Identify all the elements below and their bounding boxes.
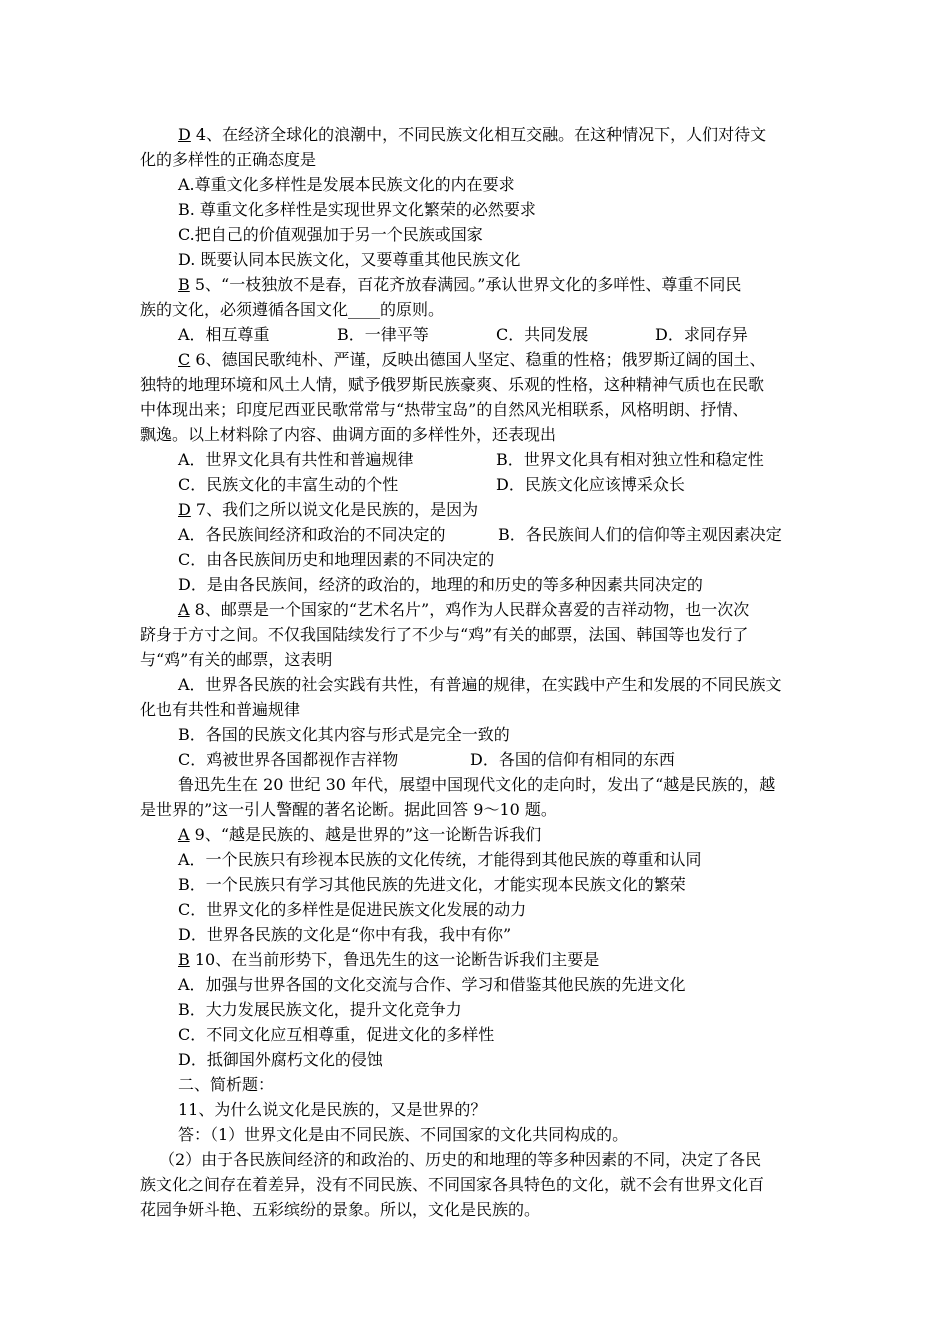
q8-option-b: B．各国的民族文化其内容与形式是完全一致的: [178, 725, 510, 744]
q7-answer: D: [178, 500, 191, 519]
q6-stem-text: 6、德国民歌纯朴、严谨，反映出德国人坚定、稳重的性格；俄罗斯辽阔的国土、: [190, 350, 766, 369]
q11-answer-2-line3: 花园争妍斗艳、五彩缤纷的景象。所以，文化是民族的。: [140, 1200, 541, 1219]
q6-option-c: C．民族文化的丰富生动的个性: [178, 475, 399, 494]
q7-option-a: A．各民族间经济和政治的不同决定的: [178, 525, 446, 544]
q4-option-c: C.把自己的价值观强加于另一个民族或国家: [178, 225, 483, 244]
q11-question: 11、为什么说文化是民族的，又是世界的？: [178, 1100, 487, 1119]
q7-stem-line: [140, 497, 814, 522]
q10-option-b: B．大力发展民族文化，提升文化竞争力: [178, 1000, 462, 1019]
q6-stem-line3: 中体现出来；印度尼西亚民歌常常与“热带宝岛”的自然风光相联系，风格明朗、抒情、: [140, 400, 749, 419]
q6-option-a: A．世界文化具有共性和普遍规律: [178, 450, 414, 469]
q8-stem-line2: 跻身于方寸之间。不仅我国陆续发行了不少与“鸡”有关的邮票，法国、韩国等也发行了: [140, 625, 749, 644]
q9-option-c: C．世界文化的多样性是促进民族文化发展的动力: [178, 900, 527, 919]
q4-option-b: B. 尊重文化多样性是实现世界文化繁荣的必然要求: [178, 200, 536, 219]
q10-stem-text: 10、在当前形势下，鲁迅先生的这一论断告诉我们主要是: [189, 950, 600, 969]
q8-option-a-line1: A．世界各民族的社会实践有共性，有普遍的规律，在实践中产生和发展的不同民族文: [178, 675, 782, 694]
q7-option-b: B．各民族间人们的信仰等主观因素决定: [498, 525, 782, 544]
q5-options-row: [140, 322, 814, 347]
q6-stem-line: [140, 347, 814, 372]
q8-stem-line: [140, 597, 814, 622]
q6-option-b: B．世界文化具有相对独立性和稳定性: [496, 450, 764, 469]
q10-answer: B: [178, 950, 190, 969]
q11-answer-1: 答：（1）世界文化是由不同民族、不同国家的文化共同构成的。: [178, 1125, 629, 1144]
q8-option-d: D．各国的信仰有相同的东西: [470, 750, 675, 769]
q8-answer: A: [178, 600, 190, 619]
q7-option-d: D．是由各民族间，经济的政治的，地理的和历史的等多种因素共同决定的: [178, 575, 703, 594]
q9-option-a: A．一个民族只有珍视本民族的文化传统，才能得到其他民族的尊重和认同: [178, 850, 702, 869]
q10-option-a: A．加强与世界各国的文化交流与合作、学习和借鉴其他民族的先进文化: [178, 975, 686, 994]
q5-stem-line: [140, 272, 814, 297]
q5-option-b: B．一律平等: [337, 325, 429, 344]
q9-stem-text: 9、“越是民族的、越是世界的”这一论断告诉我们: [189, 825, 542, 844]
section2-heading: 二、简析题：: [178, 1075, 275, 1094]
q11-answer-2-line1: （2）由于各民族间经济的和政治的、历史的和地理的等多种因素的不同，决定了各民: [159, 1150, 762, 1169]
q9-answer: A: [178, 825, 190, 844]
q5-option-c: C．共同发展: [496, 325, 589, 344]
q7-option-c: C．由各民族间历史和地理因素的不同决定的: [178, 550, 495, 569]
q6-stem-line2: 独特的地理环境和风土人情，赋予俄罗斯民族豪爽、乐观的性格，这种精神气质也在民歌: [140, 375, 765, 394]
q6-options-row1: [140, 447, 814, 472]
q5-answer: B: [178, 275, 190, 294]
q7-stem-text: 7、我们之所以说文化是民族的，是因为: [190, 500, 479, 519]
q6-stem-line4: 飘逸。以上材料除了内容、曲调方面的多样性外，还表现出: [140, 425, 557, 444]
q9-option-d: D．世界各民族的文化是“你中有我，我中有你”: [178, 925, 512, 944]
q5-option-d: D．求同存异: [655, 325, 748, 344]
q9-stem-line: [140, 822, 814, 847]
q4-stem-text: 4、在经济全球化的浪潮中，不同民族文化相互交融。在这种情况下，人们对待文: [190, 125, 767, 144]
q8-stem-line3: 与“鸡”有关的邮票，这表明: [140, 650, 333, 669]
q10-stem-line: [140, 947, 814, 972]
document-body: [140, 122, 814, 1222]
q7-options-row1: [140, 522, 814, 547]
q11-answer-2-line2: 族文化之间存在着差异，没有不同民族、不同国家各具特色的文化，就不会有世界文化百: [140, 1175, 765, 1194]
q5-stem-text: 5、“一枝独放不是春，百花齐放春满园。”承认世界文化的多咩性、尊重不同民: [189, 275, 742, 294]
q6-option-d: D．民族文化应该博采众长: [496, 475, 685, 494]
q8-option-a-line2: 化也有共性和普遍规律: [140, 700, 301, 719]
q4-stem-line2: 化的多样性的正确态度是: [140, 150, 317, 169]
q4-stem-line: [140, 122, 814, 147]
q10-option-c: C．不同文化应互相尊重，促进文化的多样性: [178, 1025, 495, 1044]
q5-stem-line2: 族的文化，必须遵循各国文化____的原则。: [140, 300, 445, 319]
q4-option-d: D. 既要认同本民族文化，又要尊重其他民族文化: [178, 250, 521, 269]
q5-option-a: A．相互尊重: [178, 325, 270, 344]
q10-option-d: D．抵御国外腐朽文化的侵蚀: [178, 1050, 383, 1069]
q8-stem-text: 8、邮票是一个国家的“艺术名片”，鸡作为人民群众喜爱的吉祥动物，也一次次: [189, 600, 750, 619]
intro-line2: 是世界的”这一引人警醒的著名论断。据此回答 9～10 题。: [140, 800, 557, 819]
q6-answer: C: [178, 350, 191, 369]
q4-answer: D: [178, 125, 191, 144]
q9-option-b: B．一个民族只有学习其他民族的先进文化，才能实现本民族文化的繁荣: [178, 875, 686, 894]
q4-option-a: A.尊重文化多样性是发展本民族文化的内在要求: [178, 175, 515, 194]
q8-option-c: C．鸡被世界各国都视作吉祥物: [178, 750, 399, 769]
q8-options-row: [140, 747, 814, 772]
q6-options-row2: [140, 472, 814, 497]
intro-line1: 鲁迅先生在 20 世纪 30 年代，展望中国现代文化的走向时，发出了“越是民族的，越: [178, 775, 776, 794]
